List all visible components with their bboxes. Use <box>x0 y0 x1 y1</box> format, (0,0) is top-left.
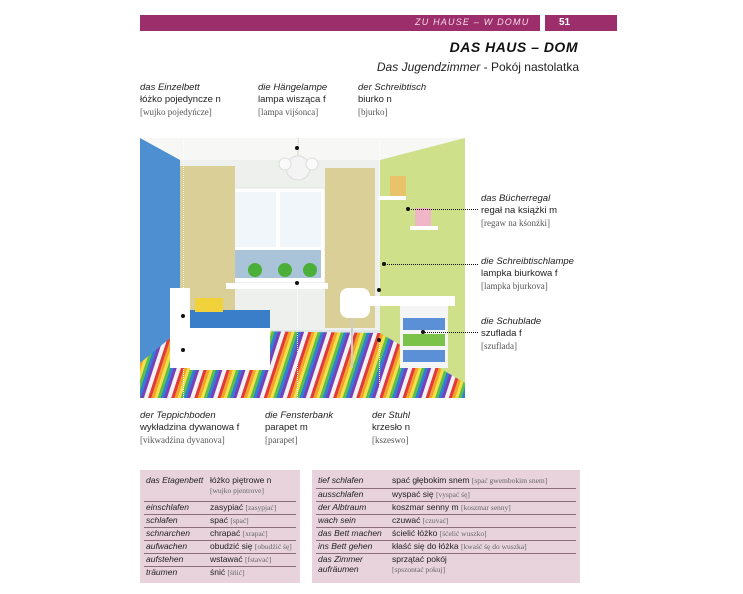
table-row <box>316 527 576 541</box>
vocab-pron: [obudźić śę] <box>254 542 292 551</box>
pointer-dot-fensterbank <box>295 281 299 285</box>
label-pl-word: lampa wisząca <box>258 94 321 105</box>
pointer-line-teppichboden <box>183 350 184 408</box>
label-pl-word: szuflada <box>481 328 517 339</box>
vocab-pl <box>392 489 470 499</box>
vocab-de: tief schlafen <box>318 475 364 485</box>
vocab-pl <box>392 502 511 512</box>
label-gender: m <box>297 422 308 433</box>
label-schreibtisch <box>358 82 426 118</box>
vocab-pron: [śćelić wuszko] <box>439 529 487 538</box>
label-pl <box>358 94 426 106</box>
vocab-pron: [czuvać] <box>422 516 449 525</box>
section-title: ZU HAUSE – W DOMU <box>415 17 530 27</box>
label-einzelbett <box>140 82 221 118</box>
vocab-pl <box>210 554 271 564</box>
vocab-de: der Albtraum <box>318 502 367 512</box>
vocab-pl <box>210 528 268 538</box>
label-pl-word: regał na książki <box>481 205 547 216</box>
label-pron: [bjurko] <box>358 107 388 117</box>
pointer-line-stuhl <box>379 340 380 408</box>
vocab-pl <box>210 502 276 512</box>
label-pl-word: biurko <box>358 94 384 105</box>
pointer-dot-stuhl <box>377 338 381 342</box>
vocab-table-right <box>312 470 580 583</box>
vocab-pl-word: wyspać się <box>392 489 434 499</box>
label-de: das Einzelbett <box>140 82 200 93</box>
label-pl <box>140 422 239 434</box>
pointer-dot-schublade <box>421 330 425 334</box>
subtitle-de: Das Jugendzimmer <box>376 60 481 74</box>
table-row <box>144 553 296 567</box>
label-gender: f <box>516 328 522 339</box>
label-gender: n <box>383 94 392 105</box>
vocab-pl <box>392 554 447 574</box>
label-gender: f <box>234 422 240 433</box>
label-stuhl <box>372 410 410 446</box>
pointer-line-buecherregal <box>408 209 478 210</box>
label-pron: [regaw na kśonżki] <box>481 218 550 228</box>
vocab-de: aufwachen <box>146 541 188 551</box>
vocab-de: einschlafen <box>146 502 190 512</box>
vocab-pron: [kwaść śę do wuszka] <box>461 542 527 551</box>
vocab-pl-word: sprzątać pokój <box>392 554 447 564</box>
subtitle-separator: - <box>480 60 491 74</box>
vocab-de: wach sein <box>318 515 356 525</box>
pointer-dot-schreibtisch <box>377 288 381 292</box>
label-pl-word: wykładzina dywanowa <box>140 422 234 433</box>
vocab-pl-word: zasypiać <box>210 502 244 512</box>
table-row <box>316 514 576 528</box>
vocab-pron: [wujko pjentrove] <box>210 486 264 495</box>
vocab-pl <box>392 541 527 551</box>
pointer-dot-teppichboden <box>181 348 185 352</box>
subtitle-pl: Pokój nastolatka <box>490 60 579 74</box>
vocab-pl-word: ścielić łóżko <box>392 528 438 538</box>
label-de: der Teppichboden <box>140 410 216 421</box>
vocab-pl <box>210 515 249 525</box>
vocab-pl <box>392 528 487 538</box>
pointer-dot-einzelbett <box>181 314 185 318</box>
table-row <box>316 488 576 502</box>
pointer-line-schreibtischlampe <box>384 264 478 265</box>
vocab-pron: [xrapać] <box>242 529 268 538</box>
label-pl <box>258 94 327 106</box>
table-row <box>144 514 296 528</box>
table-row <box>144 527 296 541</box>
vocab-pl-word: czuwać <box>392 515 421 525</box>
label-gender: n <box>402 422 411 433</box>
table-row <box>144 501 296 515</box>
vocab-gender: n <box>264 475 272 485</box>
vocab-pl-word: wstawać <box>210 554 243 564</box>
label-pl-word: krzesło <box>372 422 403 433</box>
label-de: die Schreibtischlampe <box>481 256 574 267</box>
label-de: der Schreibtisch <box>358 82 427 93</box>
room-photo <box>140 138 465 398</box>
label-de: die Schublade <box>481 316 542 327</box>
table-row <box>144 566 296 579</box>
label-pron: [lampa vijśonca] <box>258 107 319 117</box>
vocab-pron: [spszontać pokuj] <box>392 565 446 574</box>
label-pl <box>481 328 541 340</box>
vocab-de: das Bett machen <box>318 528 382 538</box>
vocab-pl <box>210 567 245 577</box>
label-de: die Hängelampe <box>258 82 328 93</box>
label-haengelampe <box>258 82 327 118</box>
vocab-pl <box>392 515 449 525</box>
label-pl-word: parapet <box>265 422 298 433</box>
vocab-table-left <box>140 470 300 583</box>
vocab-pl-word: chrapać <box>210 528 241 538</box>
label-schreibtischlampe <box>481 256 574 292</box>
pointer-line-schublade <box>423 332 478 333</box>
page-subtitle <box>377 60 579 74</box>
label-gender: n <box>212 94 221 105</box>
label-pron: [kszeswo] <box>372 435 409 445</box>
label-pron: [vikwadźina dyvanova] <box>140 435 225 445</box>
pointer-dot-buecherregal <box>406 207 410 211</box>
vocab-pl <box>210 475 271 495</box>
vocab-pron: [zasypjać] <box>245 503 277 512</box>
label-teppichboden <box>140 410 239 446</box>
label-pron: [parapet] <box>265 435 298 445</box>
label-pl <box>481 268 574 280</box>
pointer-line-schreibtisch <box>379 118 380 290</box>
pointer-line-haengelampe <box>297 118 298 148</box>
table-row <box>316 553 576 579</box>
vocab-pl-word: spać głębokim snem <box>392 475 470 485</box>
label-de: der Stuhl <box>372 410 411 421</box>
vocab-de: ausschlafen <box>318 489 364 499</box>
vocab-pl <box>210 541 292 551</box>
pointer-line-einzelbett <box>183 118 184 316</box>
label-de: die Fensterbank <box>265 410 334 421</box>
vocab-pl-word: spać <box>210 515 228 525</box>
label-pl <box>265 422 333 434</box>
vocab-pron: [fstavać] <box>244 555 272 564</box>
vocab-pl-word: obudzić się <box>210 541 253 551</box>
vocab-pron: [koszmar senny] <box>461 503 511 512</box>
table-row <box>144 540 296 554</box>
label-pron: [lampka bjurkova] <box>481 281 548 291</box>
table-row <box>316 474 576 489</box>
vocab-pron: [spać] <box>230 516 249 525</box>
vocab-pron: [śńić] <box>227 568 245 577</box>
vocab-de: ins Bett gehen <box>318 541 373 551</box>
vocab-de: träumen <box>146 567 178 577</box>
pointer-dot-haengelampe <box>295 146 299 150</box>
vocab-pron: [vyspać śę] <box>435 490 470 499</box>
vocab-de: schnarchen <box>146 528 190 538</box>
label-pl-word: lampka biurkowa <box>481 268 553 279</box>
label-gender: f <box>320 94 326 105</box>
label-pron: [szuflada] <box>481 341 517 351</box>
vocab-pl-word: łóżko piętrowe <box>210 475 265 485</box>
table-row <box>316 501 576 515</box>
pointer-line-fensterbank <box>297 283 298 408</box>
vocab-pron: [spać gwembokim snem] <box>471 476 548 485</box>
vocab-pl-word: kłaść się do łóżka <box>392 541 459 551</box>
vocab-de: das Etagenbett <box>146 475 204 485</box>
pointer-dot-schreibtischlampe <box>382 262 386 266</box>
page-number: 51 <box>545 15 617 31</box>
vocab-pl-word: koszmar senny <box>392 502 450 512</box>
vocab-pl-word: śnić <box>210 567 226 577</box>
label-gender: m <box>546 205 558 216</box>
page-title: DAS HAUS – DOM <box>449 39 578 55</box>
label-pl-word: łóżko pojedyncze <box>140 94 213 105</box>
label-schublade <box>481 316 541 352</box>
label-buecherregal <box>481 193 557 229</box>
label-fensterbank <box>265 410 333 446</box>
label-pron: [wujko pojedyńcze] <box>140 107 212 117</box>
table-row <box>144 474 296 502</box>
vocab-de: aufstehen <box>146 554 184 564</box>
vocab-de: schlafen <box>146 515 178 525</box>
vocab-de: das Zimmer aufräumen <box>318 554 363 574</box>
label-gender: f <box>552 268 558 279</box>
vocab-pl <box>392 475 547 485</box>
label-pl <box>140 94 221 106</box>
label-de: das Bücherregal <box>481 193 551 204</box>
table-row <box>316 540 576 554</box>
label-pl <box>372 422 410 434</box>
vocab-gender: m <box>449 502 459 512</box>
label-pl <box>481 205 557 217</box>
